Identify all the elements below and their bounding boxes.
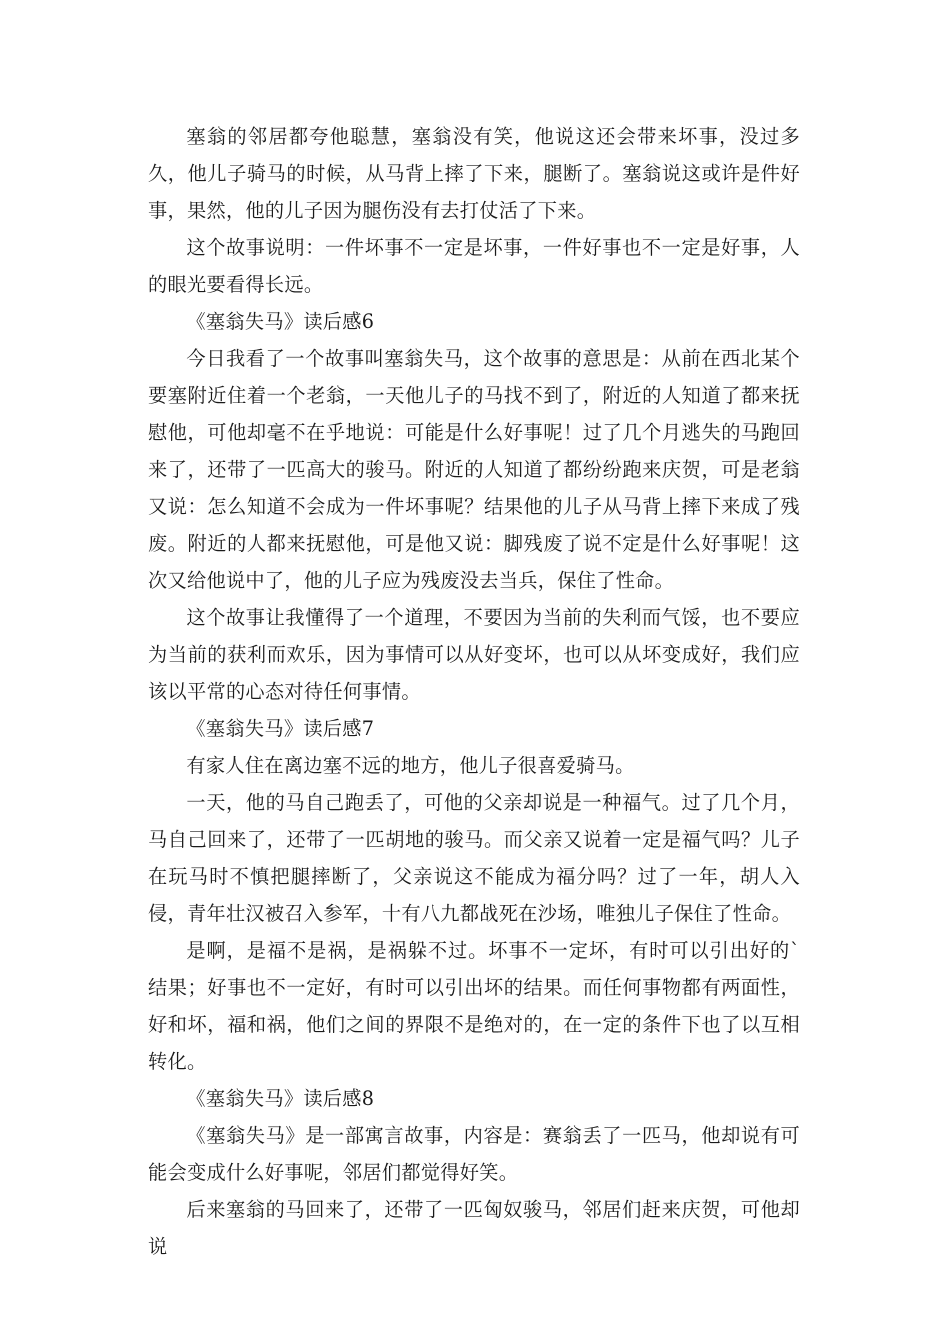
document-body: [148, 118, 800, 1265]
paragraph: 今日我看了一个故事叫塞翁失马，这个故事的意思是：从前在西北某个要塞附近住着一个老翁，一天他儿子的马找不到了，附近的人知道了都来抚慰他，可他却毫不在乎地说：可能是什么好事呢！过了几个月逃失的马跑回来了，还带了一匹高大的骏马。附近的人知道了都纷纷跑来庆贺，可是老翁又说：怎么知道不会成为一件坏事呢？结果他的儿子从马背上摔下来成了残废。附近的人都来抚慰他，可是他又说：脚残废了说不定是什么好事呢！这次又给他说中了，他的儿子应为残废没去当兵，保住了性命。: [148, 347, 800, 592]
section-heading: 《塞翁失马》读后感7: [186, 717, 375, 740]
paragraph: 是啊，是福不是祸，是祸躲不过。坏事不一定坏，有时可以引出好的`结果；好事也不一定好，有时可以引出坏的结果。而任何事物都有两面性，好和坏，福和祸，他们之间的界限不是绝对的，在一定的条件下也了以互相转化。: [148, 939, 800, 1073]
section-heading: 《塞翁失马》读后感6: [186, 310, 375, 333]
paragraph: 塞翁的邻居都夸他聪慧，塞翁没有笑，他说这还会带来坏事，没过多久，他儿子骑马的时候，从马背上摔了下来，腿断了。塞翁说这或许是件好事，果然，他的儿子因为腿伤没有去打仗活了下来。: [148, 125, 800, 222]
paragraph: 一天，他的马自己跑丢了，可他的父亲却说是一种福气。过了几个月，马自己回来了，还带了一匹胡地的骏马。而父亲又说着一定是福气吗？儿子在玩马时不慎把腿摔断了，父亲说这不能成为福分吗？过了一年，胡人入侵，青年壮汉被召入参军，十有八九都战死在沙场，唯独儿子保住了性命。: [148, 791, 800, 925]
paragraph: 这个故事说明：一件坏事不一定是坏事，一件好事也不一定是好事，人的眼光要看得长远。: [148, 236, 800, 296]
paragraph: 《塞翁失马》是一部寓言故事，内容是：赛翁丢了一匹马，他却说有可能会变成什么好事呢，邻居们都觉得好笑。: [148, 1124, 800, 1184]
paragraph: 这个故事让我懂得了一个道理，不要因为当前的失利而气馁，也不要应为当前的获利而欢乐，因为事情可以从好变坏，也可以从坏变成好，我们应该以平常的心态对待任何事情。: [148, 606, 800, 703]
paragraph: 后来塞翁的马回来了，还带了一匹匈奴骏马，邻居们赶来庆贺，可他却说: [148, 1198, 800, 1258]
section-heading: 《塞翁失马》读后感8: [186, 1087, 375, 1110]
paragraph: 有家人住在离边塞不远的地方，他儿子很喜爱骑马。: [186, 754, 635, 777]
